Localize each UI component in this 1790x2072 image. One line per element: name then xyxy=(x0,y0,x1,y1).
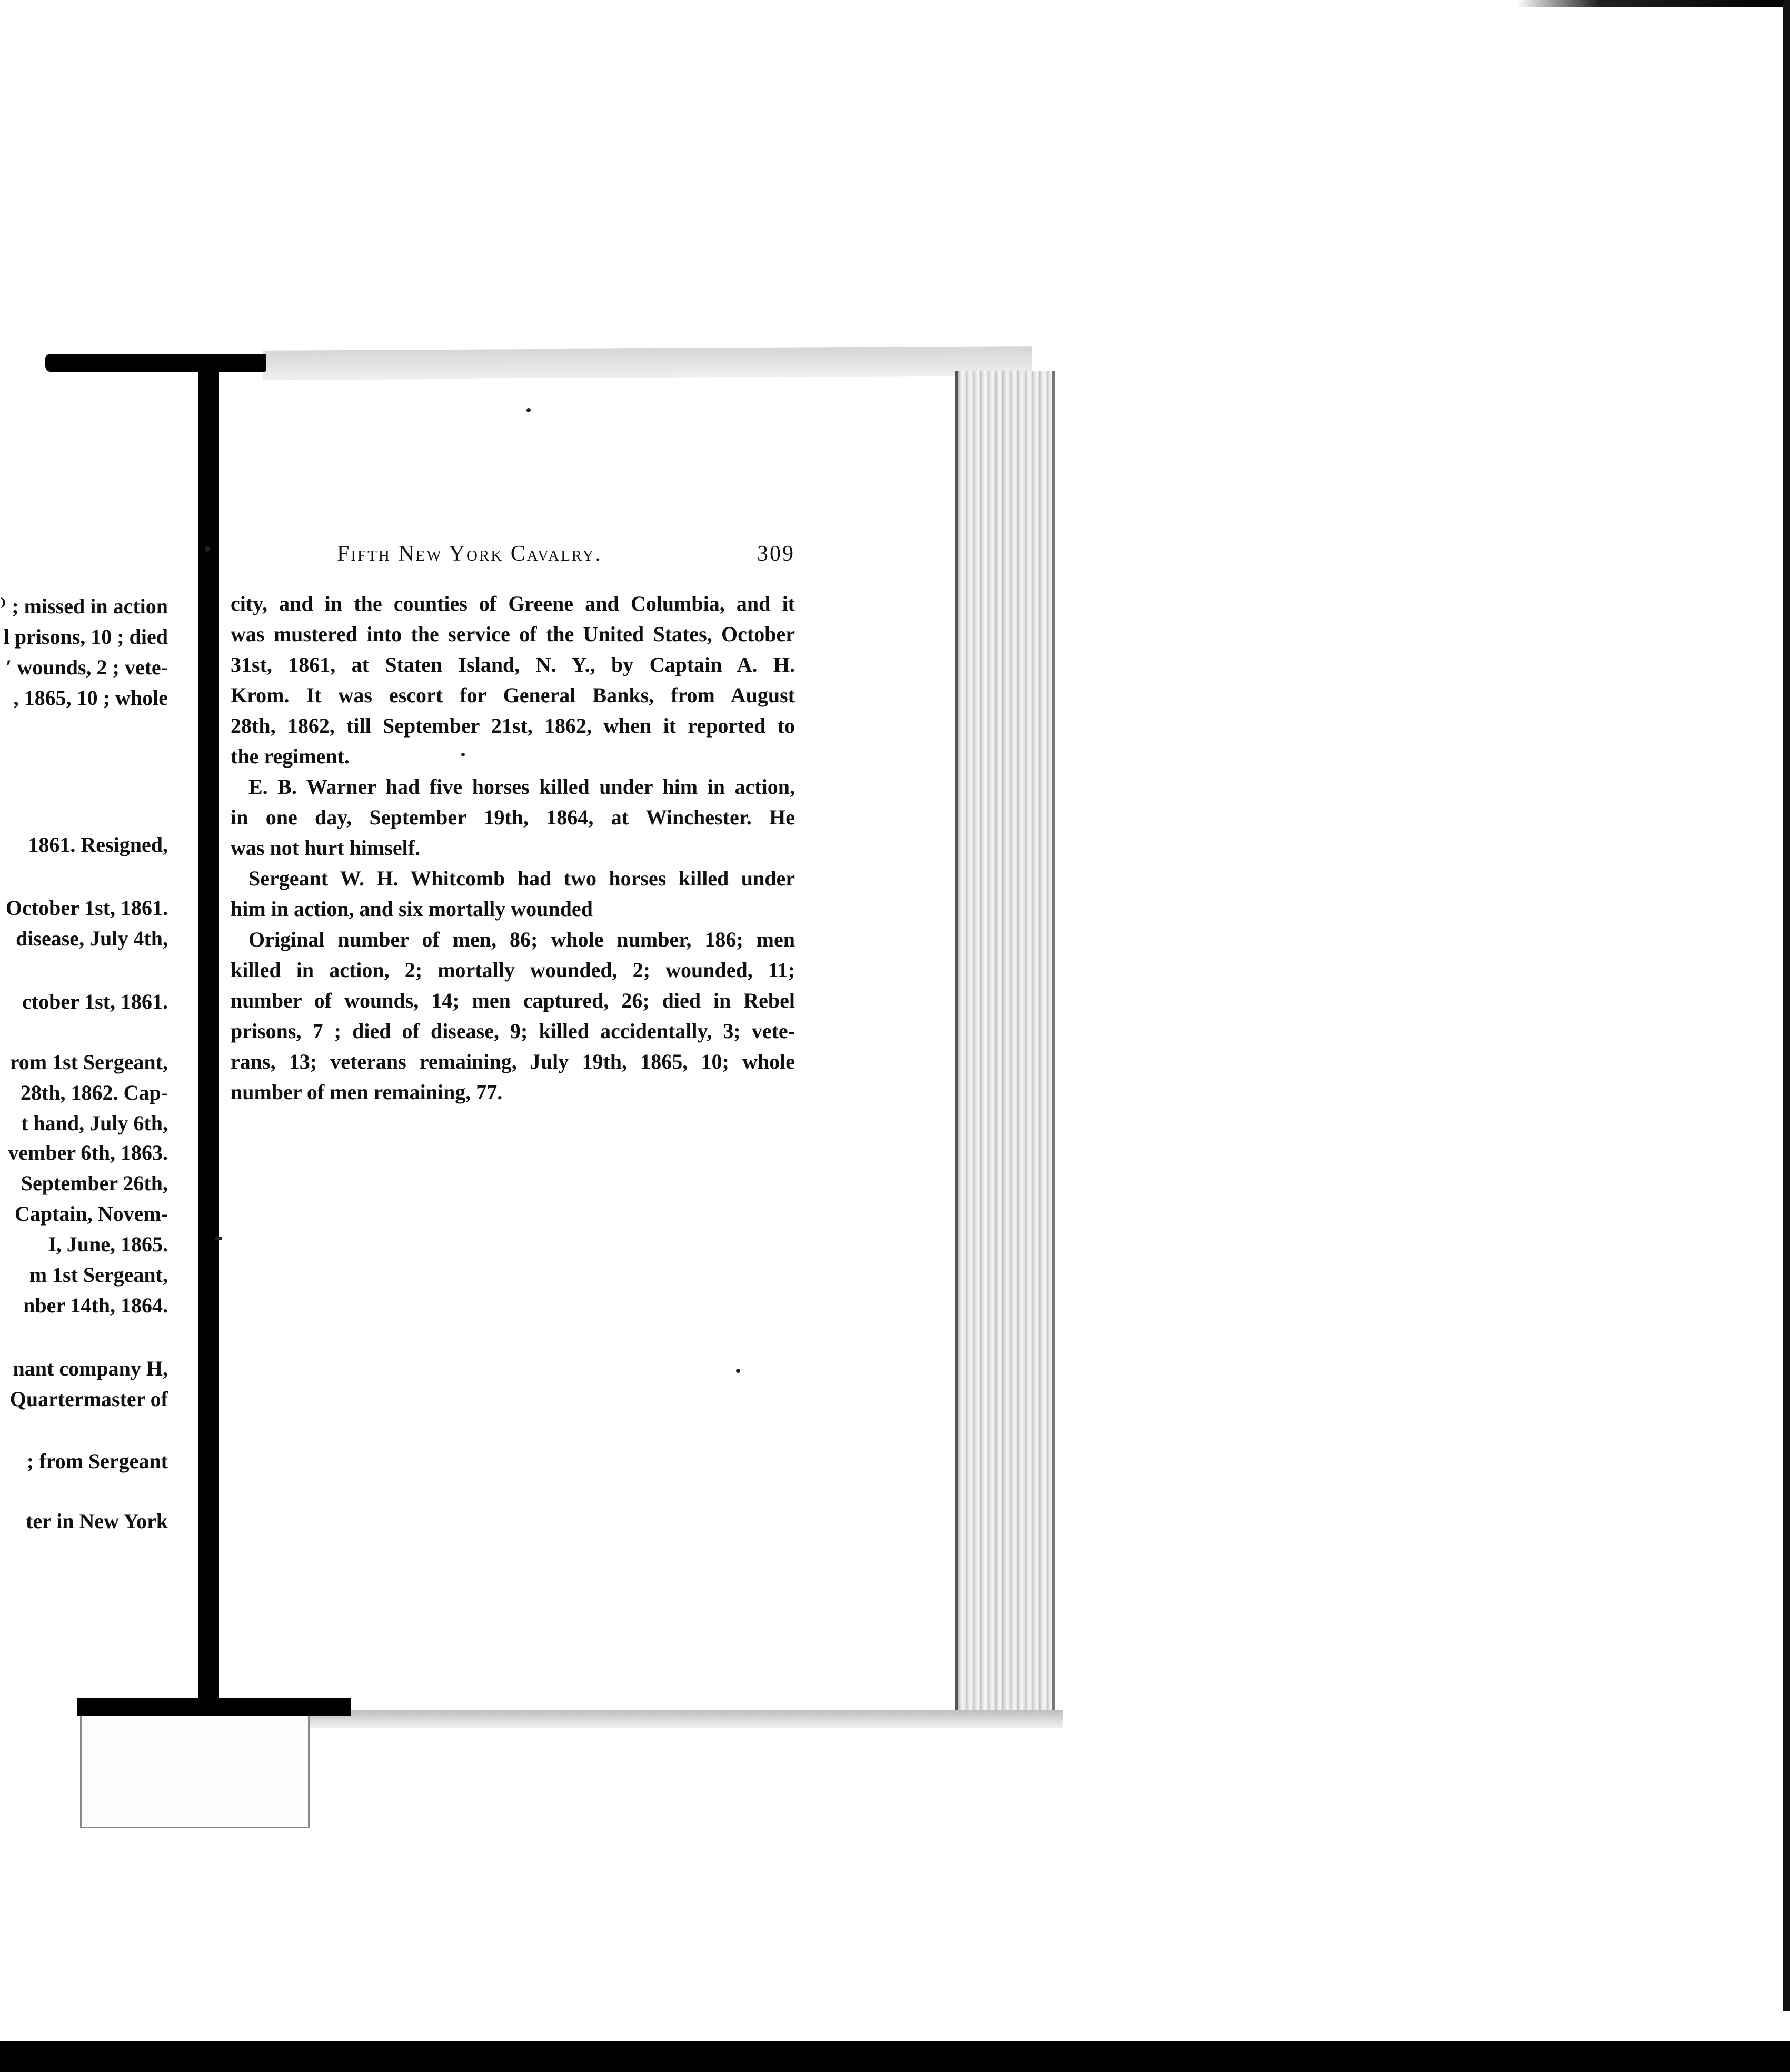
left-line: 28th, 1862. Cap- xyxy=(20,1081,168,1104)
text-line: him in action, and six mortally wounded xyxy=(231,897,593,921)
book-spine-top xyxy=(45,354,266,372)
text-line: number of men remaining, 77. xyxy=(231,1080,503,1104)
scan-edge-right xyxy=(1783,0,1790,2011)
left-line: 1861. Resigned, xyxy=(28,833,168,856)
left-line: Quartermaster of xyxy=(9,1387,168,1411)
page-top-edge xyxy=(263,346,1032,380)
text-line: the regiment. xyxy=(231,744,350,768)
book-spine-bottom xyxy=(77,1698,351,1716)
text-line: Original number of men, 86; whole number, 186; men xyxy=(248,928,795,951)
text-line: 28th, 1862, till September 21st, 1862, when it reported to xyxy=(231,714,795,738)
left-line: t hand, July 6th, xyxy=(21,1111,168,1135)
left-line: ter in New York xyxy=(26,1509,168,1533)
left-line: nber 14th, 1864. xyxy=(23,1293,168,1317)
left-line: October 1st, 1861. xyxy=(5,896,168,920)
left-line: rom 1st Sergeant, xyxy=(9,1050,168,1074)
speck xyxy=(736,1369,740,1373)
running-head xyxy=(337,541,795,573)
left-line: disease, July 4th, xyxy=(16,927,168,950)
left-line: vember 6th, 1863. xyxy=(8,1141,168,1164)
text-line: Sergeant W. H. Whitcomb had two horses killed under xyxy=(248,866,795,890)
speck xyxy=(215,1237,222,1240)
text-line: E. B. Warner had five horses killed under him in action, xyxy=(248,775,795,799)
text-line: killed in action, 2; mortally wounded, 2; wounded, 11; xyxy=(231,958,795,982)
left-line: I, June, 1865. xyxy=(48,1232,168,1256)
left-line: ctober 1st, 1861. xyxy=(22,990,168,1013)
left-line: ʹ wounds, 2 ; vete- xyxy=(6,655,168,679)
page-number: 309 xyxy=(757,542,795,566)
left-line: nant company H, xyxy=(13,1357,168,1380)
speck xyxy=(205,546,210,552)
book-spine xyxy=(198,363,219,1711)
page-body xyxy=(231,589,795,1108)
left-line: September 26th, xyxy=(21,1171,168,1195)
left-line: Captain, Novem- xyxy=(14,1202,168,1226)
bottom-tab xyxy=(80,1716,310,1828)
text-line: 31st, 1861, at Staten Island, N. Y., by Captain A. H. xyxy=(231,653,795,676)
left-line: m 1st Sergeant, xyxy=(29,1263,168,1287)
running-head-title: Fifth New York Cavalry. xyxy=(337,542,602,566)
left-line: ; from Sergeant xyxy=(26,1449,168,1473)
left-line: l prisons, 10 ; died xyxy=(3,625,168,649)
left-page-fragment xyxy=(0,584,176,1611)
left-line: ⁾ ; missed in action xyxy=(0,594,168,618)
left-line: , 1865, 10 ; whole xyxy=(13,686,168,710)
text-line: number of wounds, 14; men captured, 26; died in Rebel xyxy=(231,989,795,1012)
text-line: Krom. It was escort for General Banks, from August xyxy=(231,683,795,707)
text-line: rans, 13; veterans remaining, July 19th, 1865, 10; whole xyxy=(231,1050,795,1073)
speck xyxy=(526,408,531,412)
page-stack-edge xyxy=(958,371,1055,1724)
text-line: in one day, September 19th, 1864, at Winchester. He xyxy=(231,805,795,829)
scan-edge-bottom xyxy=(0,2041,1790,2072)
text-line: was not hurt himself. xyxy=(231,836,421,860)
text-line: city, and in the counties of Greene and Columbia, and it xyxy=(231,592,795,615)
page-right-border xyxy=(955,371,958,1713)
text-line: was mustered into the service of the United States, October xyxy=(231,622,795,646)
scan-edge-top xyxy=(1516,0,1790,7)
text-line: prisons, 7 ; died of disease, 9; killed accidentally, 3; vete- xyxy=(231,1019,795,1043)
